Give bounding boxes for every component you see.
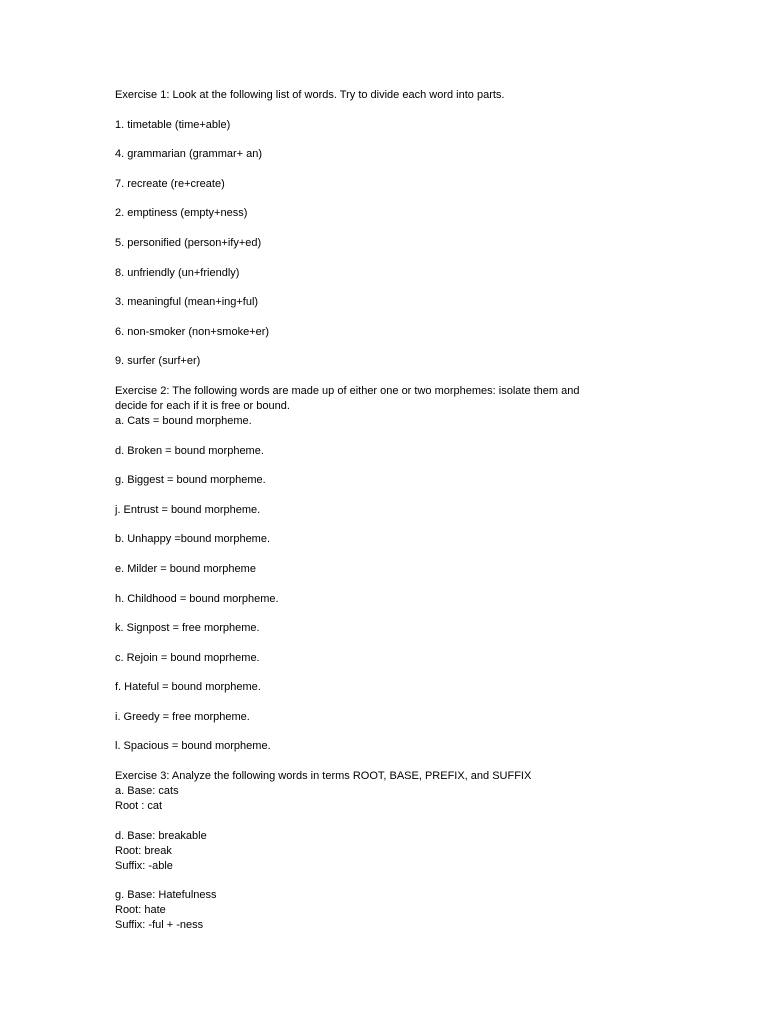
exercise2-item: l. Spacious = bound morpheme. [115,740,271,753]
exercise3-suffix-line: Suffix: -ful + -ness [115,919,204,932]
exercise1-item: 8. unfriendly (un+friendly) [115,266,240,279]
exercise2-item: k. Signpost = free morpheme. [115,622,260,635]
exercise2-item: j. Entrust = bound morpheme. [115,503,261,516]
exercise2-heading-continued: decide for each if it is free or bound. [115,399,290,412]
exercise2-heading: Exercise 2: The following words are made up of either one or two morphemes: isolate them and [115,384,580,397]
document-page [115,88,735,933]
exercise2-item: h. Childhood = bound morpheme. [115,592,279,605]
exercise3-root-line: Root: hate [115,904,166,917]
exercise2-item: d. Broken = bound morpheme. [115,444,264,457]
exercise3-base-line: a. Base: cats [115,785,179,798]
exercise3-root-line: Root: break [115,844,172,857]
exercise2-item: e. Milder = bound morpheme [115,562,256,575]
exercise2-item: i. Greedy = free morpheme. [115,710,250,723]
exercise1-item: 5. personified (person+ify+ed) [115,236,262,249]
exercise1-item: 7. recreate (re+create) [115,177,225,190]
exercise3-base-line: g. Base: Hatefulness [115,889,217,902]
exercise3-heading: Exercise 3: Analyze the following words in terms ROOT, BASE, PREFIX, and SUFFIX [115,770,532,783]
exercise1-heading: Exercise 1: Look at the following list of words. Try to divide each word into parts. [115,89,505,101]
exercise1-item: 6. non-smoker (non+smoke+er) [115,325,270,338]
exercise1-item: 1. timetable (time+able) [115,118,231,131]
exercise3-suffix-line: Suffix: -able [115,859,173,872]
exercise1-item: 3. meaningful (mean+ing+ful) [115,296,259,309]
exercise2-item: f. Hateful = bound morpheme. [115,681,261,694]
exercise1-item: 2. emptiness (empty+ness) [115,207,248,220]
exercise3-base-line: d. Base: breakable [115,829,207,842]
exercise2-item: g. Biggest = bound morpheme. [115,474,266,487]
exercise3-root-line: Root : cat [115,800,163,813]
exercise1-item: 9. surfer (surf+er) [115,355,201,368]
exercise2-item: c. Rejoin = bound moprheme. [115,651,260,664]
exercise1-item: 4. grammarian (grammar+ an) [115,148,263,161]
exercise2-item: b. Unhappy =bound morpheme. [115,533,271,546]
exercise2-item: a. Cats = bound morpheme. [115,414,252,427]
